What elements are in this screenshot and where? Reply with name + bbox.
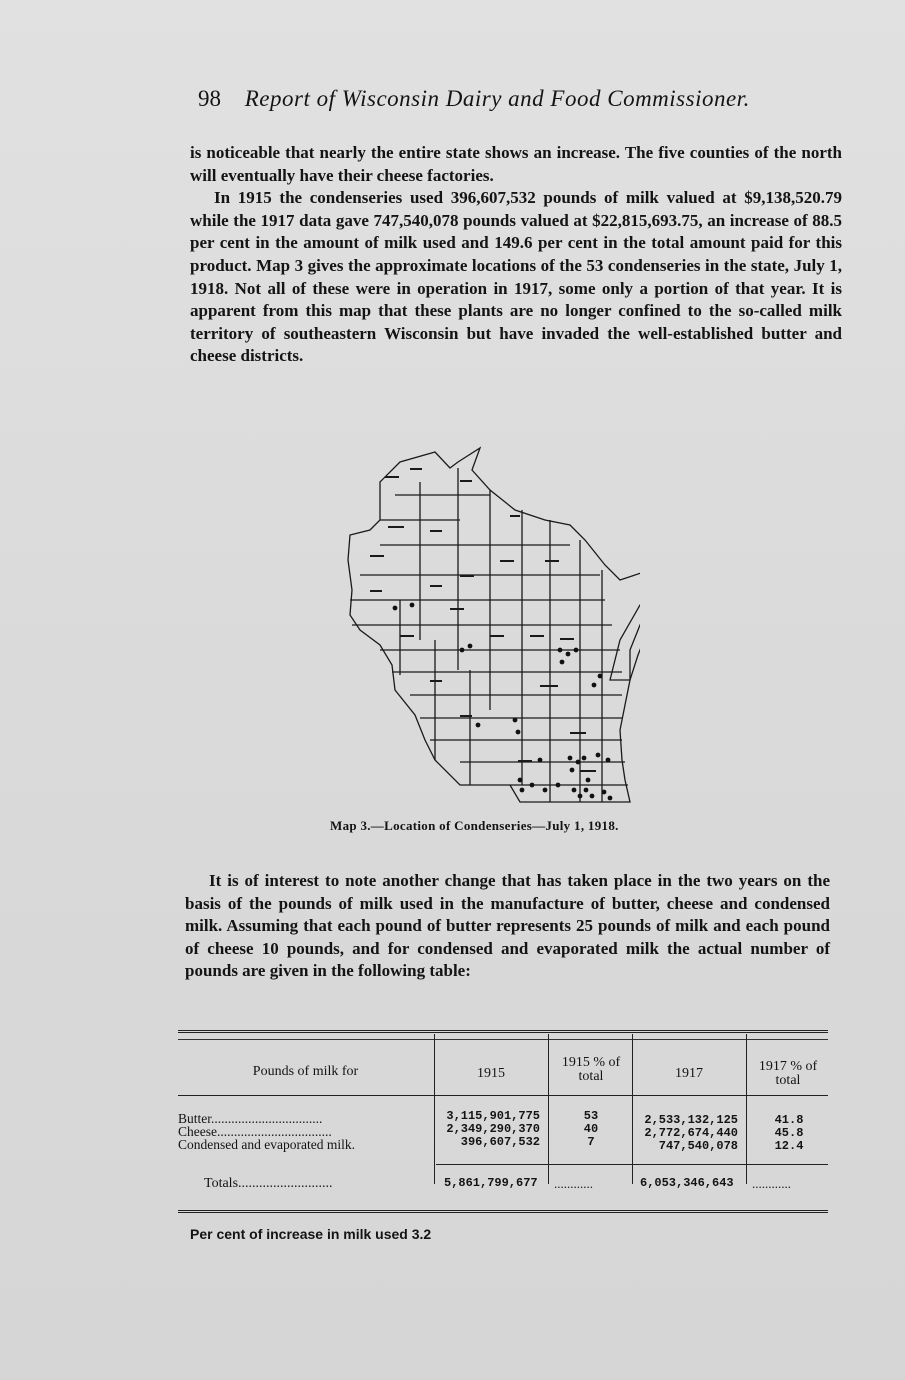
- running-header: [198, 86, 798, 112]
- row-label-cheese: Cheese..................................: [178, 1124, 332, 1139]
- totals-1915-pct: ............: [554, 1176, 593, 1191]
- paragraph-1: [190, 142, 842, 368]
- table-body: [178, 1098, 828, 1168]
- header-1917-pct: 1917 % of total: [758, 1059, 818, 1088]
- cell-condensed-1915-pct: 7: [587, 1135, 595, 1149]
- milk-table: [178, 1030, 828, 1200]
- row-labels: [178, 1112, 355, 1151]
- cell-cheese-1917-pct: 45.8: [774, 1126, 804, 1140]
- cell-butter-1915: 3,115,901,775: [446, 1109, 540, 1123]
- wisconsin-map: [340, 440, 640, 815]
- map-caption: Map 3.—Location of Condenseries—July 1, 1918.: [330, 818, 619, 833]
- paragraph-1-line-b: In 1915 the condenseries used 396,607,532 pounds of milk valued at $9,138,520.79 while the 1917 data gave 747,540,078 pounds valued at $22,815,693.75, an increase of 88.5 per cent in the amount of milk used and 149.6 per cent in the total amount paid for this product. Map 3 gives the approximate locations of the 53 condenseries in the state, July 1, 1918. Not all of these were in operation in 1917, some only a portion of that year. It is apparent from this map that these plants are no longer confined to the so-called milk territory of southeastern Wisconsin but have invaded the well-established butter and cheese districts.: [190, 188, 842, 366]
- paragraph-2: [185, 870, 830, 983]
- header-1915: 1915: [477, 1066, 505, 1081]
- header-1917: 1917: [675, 1066, 703, 1081]
- cell-condensed-1917: 747,540,078: [658, 1139, 738, 1153]
- table-header: [178, 1040, 828, 1098]
- totals-rule: [436, 1164, 828, 1165]
- running-title: Report of Wisconsin Dairy and Food Commissioner.: [244, 86, 750, 111]
- cell-cheese-1915-pct: 40: [583, 1122, 599, 1136]
- paragraph-1-line-a: is noticeable that nearly the entire state shows an increase. The five counties of the north will eventually have their cheese factories.: [190, 143, 842, 185]
- col-1917: [636, 1114, 738, 1153]
- cell-cheese-1917: 2,772,674,440: [644, 1126, 738, 1140]
- header-1915-pct: 1915 % of total: [561, 1055, 621, 1084]
- cell-condensed-1917-pct: 12.4: [774, 1139, 804, 1153]
- header-label: Pounds of milk for: [252, 1064, 359, 1079]
- totals-1917-pct: ............: [752, 1176, 791, 1191]
- cell-condensed-1915: 396,607,532: [460, 1135, 540, 1149]
- table-bottom-rule: [178, 1210, 828, 1213]
- cell-butter-1917: 2,533,132,125: [644, 1113, 738, 1127]
- paragraph-2-text: It is of interest to note another change that has taken place in the two years on the basis of the pounds of milk used in the manufacture of butter, cheese and condensed milk. Assuming that each pound of butter represents 25 pounds of milk and each pound of cheese 10 pounds, and for condensed and evaporated milk the actual number of pounds are given in the following table:: [185, 871, 830, 981]
- col-1915: [438, 1110, 540, 1149]
- totals-1917: 6,053,346,643: [640, 1176, 734, 1190]
- cell-cheese-1915: 2,349,290,370: [446, 1122, 540, 1136]
- col-1915-pct: [550, 1110, 632, 1149]
- row-label-condensed: Condensed and evaporated milk.: [178, 1137, 355, 1152]
- totals-1915: 5,861,799,677: [444, 1176, 538, 1190]
- table-totals: [178, 1168, 828, 1200]
- county-lines: [350, 468, 628, 802]
- row-label-butter: Butter.................................: [178, 1111, 323, 1126]
- wisconsin-map-figure: [340, 440, 640, 815]
- totals-label: Totals...........................: [204, 1176, 333, 1191]
- page-number: 98: [198, 86, 221, 111]
- footnote: Per cent of increase in milk used 3.2: [190, 1226, 432, 1242]
- header-rule: [178, 1095, 828, 1096]
- cell-butter-1917-pct: 41.8: [774, 1113, 804, 1127]
- cell-butter-1915-pct: 53: [583, 1109, 599, 1123]
- col-1917-pct: [750, 1114, 828, 1153]
- table-top-rule: [178, 1030, 828, 1040]
